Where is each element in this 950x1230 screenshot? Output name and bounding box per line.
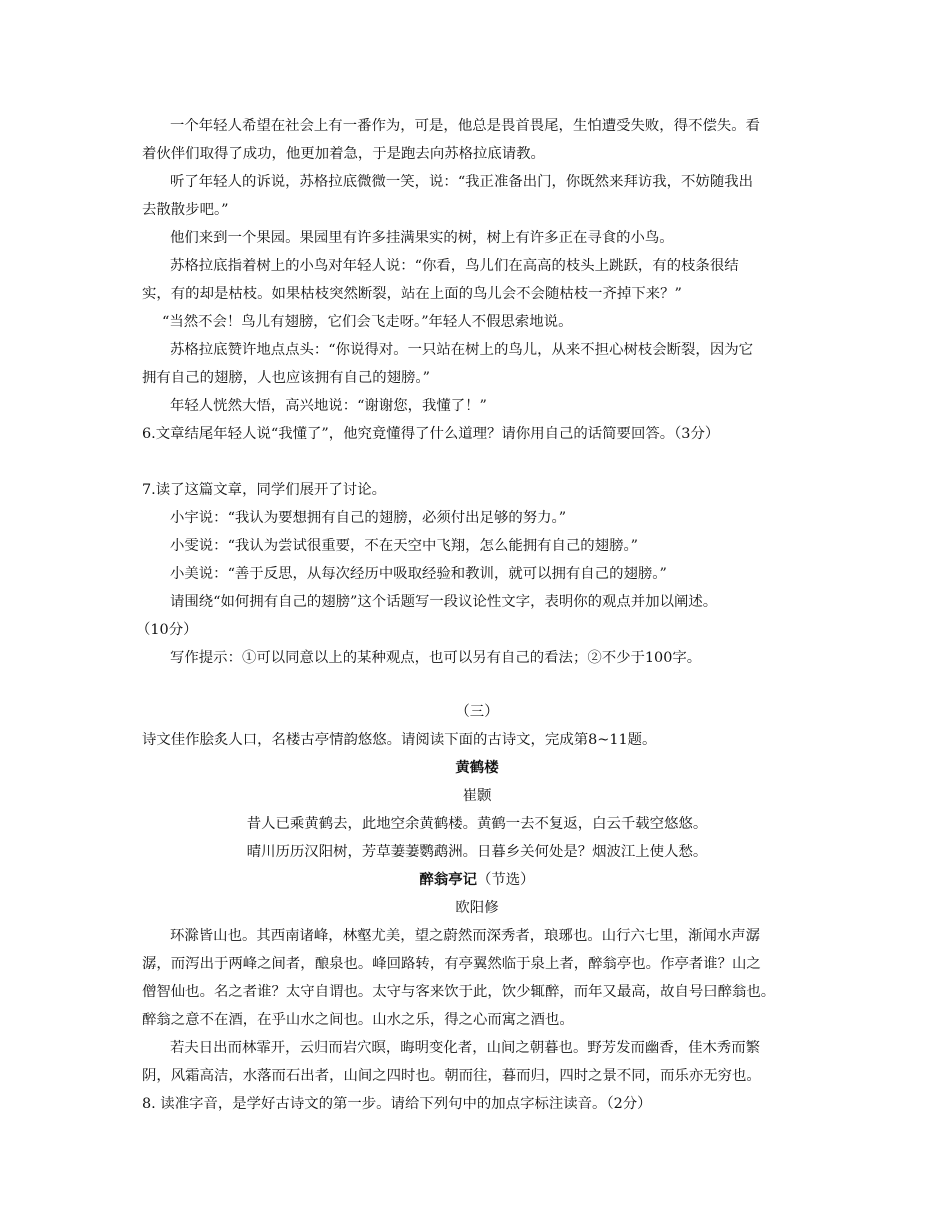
essay-p2-line2: 阴，风霜高洁，水落而石出者，山间之四时也。朝而往，暮而归，四时之景不同，而乐亦无穷也。 [142,1068,761,1084]
section-3-heading: （三） [455,704,499,720]
question-7-xiaowen: 小雯说：“我认为尝试很重要，不在天空中飞翔，怎么能拥有自己的翅膀。” [170,538,639,554]
essay-p1-line2: 潺，而泻出于两峰之间者，酿泉也。峰回路转，有亭翼然临于泉上者，醉翁亭也。作亭者谁？山之 [142,956,761,972]
story-p4-line1: 苏格拉底指着树上的小鸟对年轻人说：“你看，鸟儿们在高高的枝头上跳跃，有的枝条很结 [170,258,739,274]
section-3-intro: 诗文佳作脍炙人口，名楼古亭情韵悠悠。请阅读下面的古诗文，完成第8~11题。 [142,732,657,748]
essay-author: 欧阳修 [455,900,499,916]
story-p1-line1: 一个年轻人希望在社会上有一番作为，可是，他总是畏首畏尾，生怕遭受失败，得不偿失。看 [170,118,761,134]
story-p4-line2: 实，有的却是枯枝。如果枯枝突然断裂，站在上面的鸟儿会不会随枯枝一齐掉下来？” [142,286,682,302]
question-7-xiaoyu: 小宇说：“我认为要想拥有自己的翅膀，必须付出足够的努力。” [170,510,567,526]
essay-p1-line3: 僧智仙也。名之者谁？太守自谓也。太守与客来饮于此，饮少辄醉，而年又最高，故自号曰醉翁也。 [142,984,776,1000]
story-p3: 他们来到一个果园。果园里有许多挂满果实的树，树上有许多正在寻食的小鸟。 [170,230,674,246]
question-7-task-line1: 请围绕“如何拥有自己的翅膀”这个话题写一段议论性文字，表明你的观点并加以阐述。 [170,594,718,610]
story-p7: 年轻人恍然大悟，高兴地说：“谢谢您，我懂了！” [170,398,487,414]
essay-p1-line1: 环滁皆山也。其西南诸峰，林壑尤美，望之蔚然而深秀者，琅琊也。山行六七里，渐闻水声潺 [170,928,761,944]
poem-line-2: 晴川历历汉阳树，芳草萋萋鹦鹉洲。日暮乡关何处是？烟波江上使人愁。 [246,844,708,860]
story-p2-line2: 去散散步吧。” [142,202,229,218]
essay-p2-line1: 若夫日出而林霏开，云归而岩穴暝，晦明变化者，山间之朝暮也。野芳发而幽香，佳木秀而繁 [170,1040,761,1056]
story-p2-line1: 听了年轻人的诉说，苏格拉底微微一笑，说：“我正准备出门，你既然来拜访我，不妨随我出 [170,174,753,190]
essay-title-line [142,870,812,890]
question-7-xiaomei: 小美说：“善于反思，从每次经历中吸取经验和教训，就可以拥有自己的翅膀。” [170,566,667,582]
question-7-tip: 写作提示：①可以同意以上的某种观点，也可以另有自己的看法；②不少于100字。 [170,650,702,666]
story-p6-line2: 拥有自己的翅膀，人也应该拥有自己的翅膀。” [142,370,430,386]
poem-author: 崔颢 [462,788,492,804]
question-8: 8. 读准字音，是学好古诗文的第一步。请给下列句中的加点字标注读音。（2分） [142,1096,652,1112]
story-p1-line2: 着伙伴们取得了成功，他更加着急，于是跑去向苏格拉底请教。 [142,146,545,162]
story-p5: “当然不会！鸟儿有翅膀，它们会飞走呀。”年轻人不假思索地说。 [162,314,573,330]
story-p6-line1: 苏格拉底赞许地点点头：“你说得对。一只站在树上的鸟儿，从来不担心树枝会断裂，因为它 [170,342,753,358]
question-6: 6.文章结尾年轻人说“我懂了”，他究竟懂得了什么道理？请你用自己的话简要回答。（3分） [142,426,720,442]
question-7-task-line2: （10分） [136,622,198,638]
essay-p1-line4: 醉翁之意不在酒，在乎山水之间也。山水之乐，得之心而寓之酒也。 [142,1012,574,1028]
essay-title-note: （节选） [477,872,535,888]
poem-title: 黄鹤楼 [455,759,499,776]
essay-title: 醉翁亭记 [419,871,477,888]
poem-line-1: 昔人已乘黄鹤去，此地空余黄鹤楼。黄鹤一去不复返，白云千载空悠悠。 [246,816,708,832]
question-7-intro: 7.读了这篇文章，同学们展开了讨论。 [142,482,386,498]
